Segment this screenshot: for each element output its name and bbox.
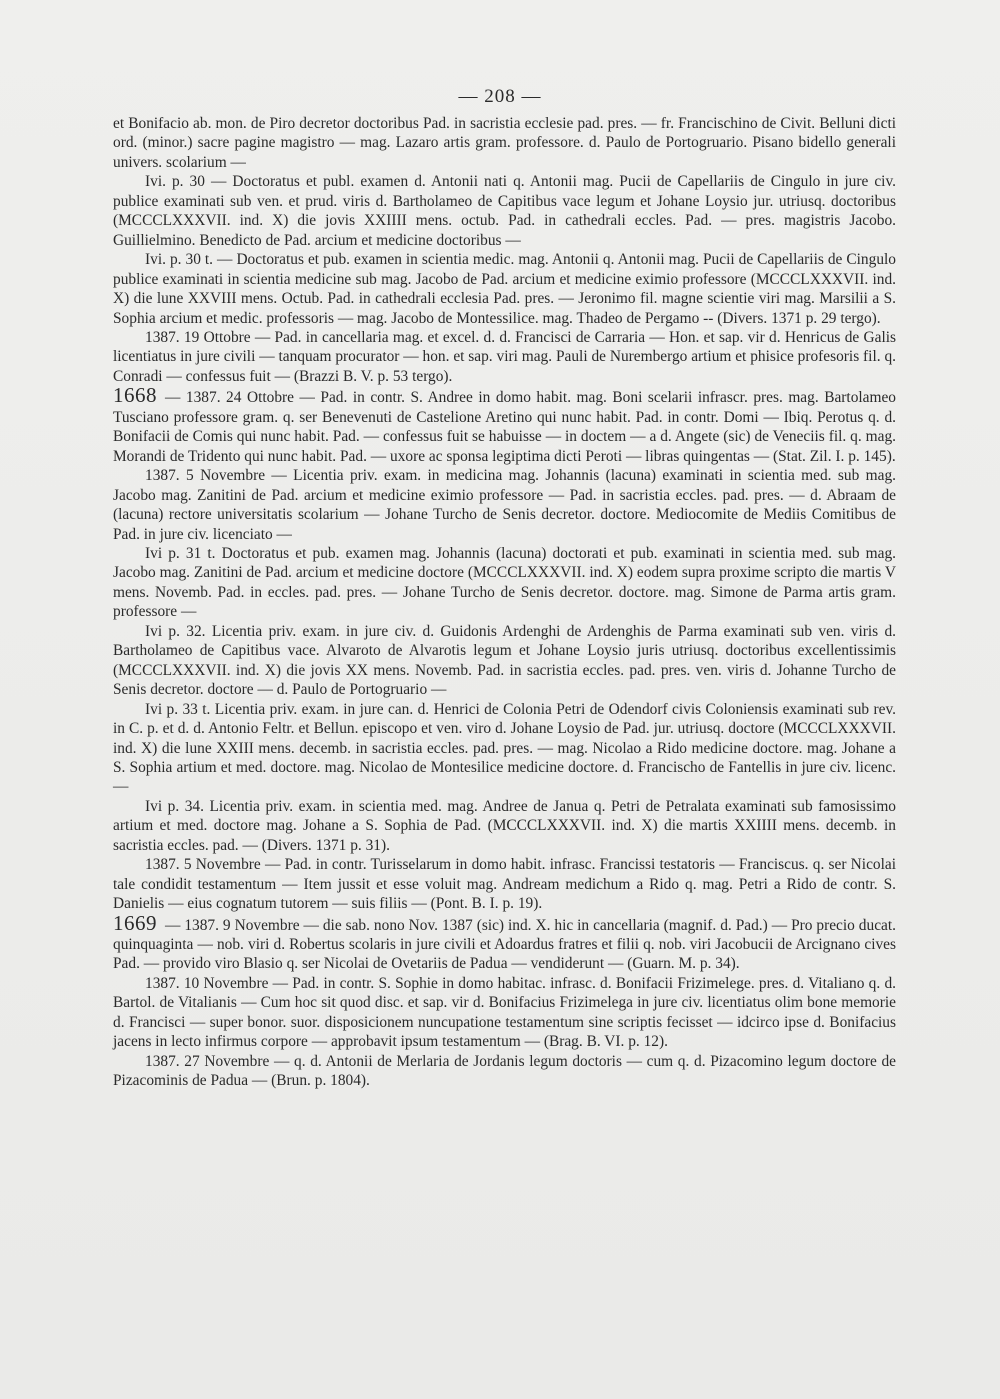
paragraph: Ivi p. 31 t. Doctoratus et pub. examen mag. Johannis (lacuna) doctorati et pub. examinati in scientia med. sub mag. Jacobo mag. Zanitini de Pad. arcium et medicine doctore (MCCCLXXXVII. ind. X) eodem supra proxime scripto die martis V mens. Novemb. Pad. in eccles. pad. pres. — Johane Turcho de Senis decretor. doctore. mag. Simone de Parma artis gram. professore — [113, 544, 896, 621]
paragraph: Ivi. p. 30 — Doctoratus et publ. examen d. Antonii nati q. Antonii mag. Pucii de Capellariis de Cingulo in jure civ. publice examinati sub ven. et prud. viris d. Bartholameo de Capitibus vace legum et Johane Loysio jur. utriusq. doctoribus (MCCCLXXXVII. ind. X) die jovis XXIIII mens. octub. Pad. in cathedrali eccles. Pad. — pres. magistris Jacobo. Guillielmino. Benedicto de Pad. arcium et medicine doctoribus — [113, 173, 896, 249]
document-number: 1668 [113, 383, 157, 408]
document-body [113, 114, 896, 1091]
paragraph: 1387. 10 Novembre — Pad. in contr. S. Sophie in domo habitac. infrasc. d. Bonifacii Frizimelege. pres. d. Vitaliano q. d. Bartol. de Vitalianis — Cum hoc sit quod disc. et sap. vir d. Bonifacius Frizimelega in jure civ. licentiatus olim bone memorie d. Francisci — super bonor. suor. disposicionem nuncupatione testamentum sine scriptis fecisset — idcirco ipse d. Bonifacius jacens in lecto infirmus corpore — approbavit ipsum testamentum — (Brag. B. VI. p. 12). [113, 974, 896, 1051]
paragraph: Ivi p. 34. Licentia priv. exam. in scientia med. mag. Andree de Janua q. Petri de Petralata examinati sub famosissimo artium et med. doctore mag. Johane a S. Sophia de Pad. (MCCCLXXXVII. ind. X) die martis XXIIII mens. decemb. in sacristia eccles. pad. — (Divers. 1371 p. 31). [113, 797, 896, 854]
paragraph: Ivi p. 33 t. Licentia priv. exam. in jure can. d. Henrici de Colonia Petri de Odendorf civis Coloniensis examinati sub rev. in C. p. et d. d. Antonio Feltr. et Bellun. episcopo et ven. viro d. Johane Loysio de Pad. jur. utriusq. doctore (MCCCLXXXVII. ind. X) die lune XXIII mens. decemb. in sacristia eccles. pad. pres. — mag. Nicolao a Rido medicine doctore. mag. Johane a S. Sophia artium et med. doctore. mag. Nicolao de Montesilice medicine doctore. d. Francischo de Fantellis in jure civ. licenc. — [113, 700, 896, 796]
paragraph: et Bonifacio ab. mon. de Piro decretor doctoribus Pad. in sacristia ecclesie pad. pres. — fr. Francischino de Civit. Belluni dicti ord. (minor.) sacre pagine magistro — mag. Lazaro artis gram. professore. d. Paulo de Portogruario. Pisano bidello generali univers. scolarium — [113, 115, 896, 171]
document-entry [113, 910, 896, 974]
paragraph-text: — 1387. 24 Ottobre — Pad. in contr. S. Andree in domo habit. mag. Boni scelarii infrascr. pres. mag. Bartolameo Tusciano professore gram. q. ser Benevenuti de Castelione Aretino qui nunc habit. Pad. in contr. Domi — Ibiq. Perotus q. d. Bonifacii de Comis qui nunc habit. Pad. — confessus fuit se habuisse — in doctem — a d. Angete (sic) de Veneciis fil. q. mag. Morandi de Tridento qui nunc habit. Pad. — uxore ac sponsa legiptima dicti Peroti — libras quingentas — (Stat. Zil. I. p. 145). [113, 389, 896, 465]
paragraph: 1387. 5 Novembre — Pad. in contr. Turisselarum in domo habit. infrasc. Francissi testatoris — Franciscus. q. ser Nicolai tale condidit testamentum — Item jussit et esse voluit mag. Andream medichum a Rido q. mag. Petri a Rido de contr. S. Danielis — eius cognatum tutorem — suis filiis — (Pont. B. I. p. 19). [113, 856, 896, 913]
paragraph: 1387. 19 Ottobre — Pad. in cancellaria mag. et excel. d. d. Francisci de Carraria — Hon. et sap. vir d. Henricus de Galis licentiatus in jure civili — tanquam procurator — hon. et sap. viri mag. Pauli de Nurembergo artium et phisice profesoris fil. q. Conradi — confessus fuit — (Brazzi B. V. p. 53 tergo). [113, 328, 896, 385]
paragraph-text: — 1387. 9 Novembre — die sab. nono Nov. 1387 (sic) ind. X. hic in cancellaria (magnif. d. Pad.) — Pro precio ducat. quinquaginta — nob. viri d. Robertus scolaris in jure civili et Adoardus fratres et filii q. nob. viri Jacobucii de Arcignano cives Pad. — provido viro Blasio q. ser Nicolai de Ovetariis de Padua — vendiderunt — (Guarn. M. p. 34). [113, 916, 896, 973]
page-number: — 208 — [458, 86, 542, 107]
paragraph: Ivi p. 32. Licentia priv. exam. in jure civ. d. Guidonis Ardenghi de Ardenghis de Parma examinati sub ven. viris d. Bartholameo de Capitibus vace. Alvaroto de Alvarotis legum et Johane Loysio juris utriusq. doctoribus excellentissimis (MCCCLXXXVII. ind. X) die jovis XX mens. Novemb. Pad. in sacristia eccles. pad. pres. ven. viris d. Johanne Turcho de Senis decretor. doctore — d. Paulo de Portogruario — [113, 622, 896, 699]
paragraph: Ivi. p. 30 t. — Doctoratus et pub. examen in scientia medic. mag. Antonii q. Antonii mag. Pucii de Capellariis de Cingulo publice examinati in scientia medicine sub mag. Jacobo de Pad. arcium et medicine eximio professore (MCCCLXXXVII. ind. X) die lune XXVIII mens. Octub. Pad. in cathedrali ecclesia Pad. pres. — Jeronimo fil. magne scientie viri mag. Marsilii a S. Sophia arcium et medic. professoris — mag. Jacobo de Montessilice. mag. Thadeo de Pergamo -- (Divers. 1371 p. 29 tergo). [113, 251, 896, 327]
paragraph: 1387. 5 Novembre — Licentia priv. exam. in medicina mag. Johannis (lacuna) examinati in scientia med. sub mag. Jacobo mag. Zanitini de Pad. arcium et medicine eximio professore — Pad. in sacristia eccles. pad. pres. — d. Abraam de (lacuna) rectore universitatis scolarium — Johane Turcho de Senis decretor. doctore. Mediocomite de Mediis Comitibus de Pad. in jure civ. licenciato — [113, 467, 896, 543]
document-entry [113, 383, 896, 466]
paragraph: 1387. 27 Novembre — q. d. Antonii de Merlaria de Jordanis legum doctoris — cum q. d. Pizacomino legum doctore de Pizacominis de Padua — (Brun. p. 1804). [113, 1052, 896, 1090]
document-number: 1669 [113, 910, 157, 935]
